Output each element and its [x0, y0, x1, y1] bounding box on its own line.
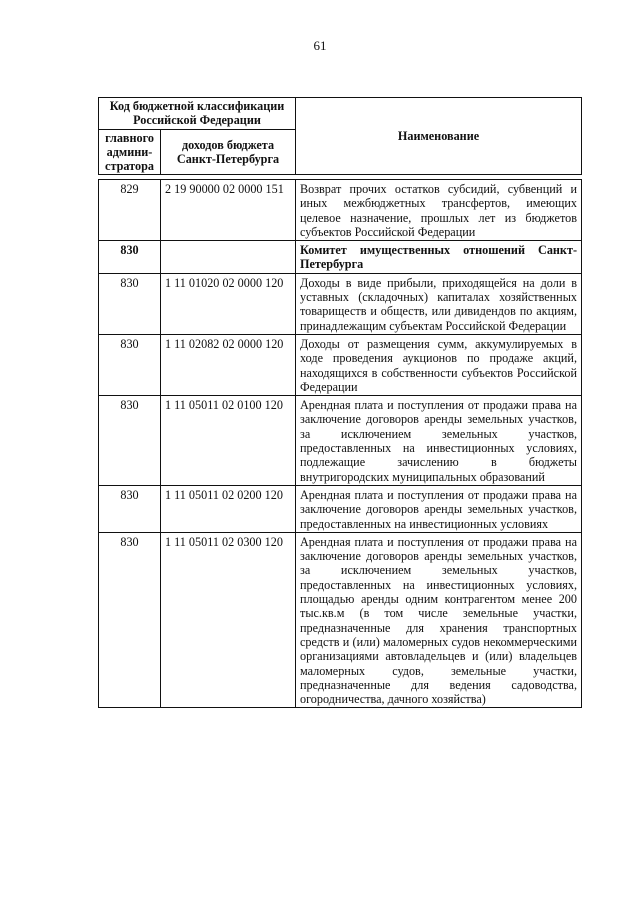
- header-group-title: Код бюджетной классификации Российской Федерации: [99, 98, 296, 130]
- section-heading-cell: Комитет имущественных отношений Санкт-Петербурга: [296, 241, 582, 274]
- table-row: [99, 485, 582, 532]
- revenue-code-cell: [161, 241, 296, 274]
- admin-code-cell: 830: [99, 334, 161, 395]
- table-row: [99, 273, 582, 334]
- header-admin-column: главного админи-стратора: [99, 129, 161, 175]
- name-cell: Арендная плата и поступления от продажи права на заключение договоров аренды земельных участков, за исключением земельных участков, предоставленных на инвестиционных условиях, площадью аренды одним контрагентом менее 200 тыс.кв.м (в том числе земельные участки, предназначенные для хранения транспортных средств и (или) маломерных судов некоммерческими организациями автовладельцев и (или) владельцев маломерных судов, земельные участки, предназначенные для ведения садоводства, огородничества, дачного хозяйства): [296, 532, 582, 708]
- admin-code-cell: 830: [99, 273, 161, 334]
- table-row: [99, 396, 582, 486]
- table-row: [99, 180, 582, 241]
- table-row-section-heading: [99, 241, 582, 274]
- admin-code-cell: 830: [99, 396, 161, 486]
- revenue-code-cell: 1 11 01020 02 0000 120: [161, 273, 296, 334]
- header-name-column: Наименование: [296, 98, 582, 175]
- table-row: [99, 334, 582, 395]
- admin-code-cell: 829: [99, 180, 161, 241]
- name-cell: Арендная плата и поступления от продажи права на заключение договоров аренды земельных участков, предоставленных на инвестиционных условиях: [296, 485, 582, 532]
- name-cell: Арендная плата и поступления от продажи права на заключение договоров аренды земельных участков, за исключением земельных участков, предоставленных на инвестиционных условиях, подлежащие зачислению в бюджеты внутригородских муниципальных образований: [296, 396, 582, 486]
- name-cell: Доходы от размещения сумм, аккумулируемых в ходе проведения аукционов по продаже акций, находящихся в собственности субъектов Российской Федерации: [296, 334, 582, 395]
- revenue-code-cell: 1 11 02082 02 0000 120: [161, 334, 296, 395]
- header-code-column: доходов бюджета Санкт-Петербурга: [161, 129, 296, 175]
- name-cell: Возврат прочих остатков субсидий, субвенций и иных межбюджетных трансфертов, имеющих целевое назначение, прошлых лет из бюджетов субъектов Российской Федерации: [296, 180, 582, 241]
- admin-code-cell: 830: [99, 485, 161, 532]
- page-number: 61: [313, 38, 327, 53]
- classification-table: [98, 179, 582, 708]
- table-row: [99, 532, 582, 708]
- name-cell: Доходы в виде прибыли, приходящейся на доли в уставных (складочных) капиталах хозяйственных товариществ и обществ, или дивидендов по акциям, принадлежащим субъектам Российской Федерации: [296, 273, 582, 334]
- revenue-code-cell: 1 11 05011 02 0200 120: [161, 485, 296, 532]
- table-header: [98, 97, 582, 175]
- revenue-code-cell: 1 11 05011 02 0100 120: [161, 396, 296, 486]
- admin-code-cell: 830: [99, 532, 161, 708]
- admin-code-cell: 830: [99, 241, 161, 274]
- revenue-code-cell: 1 11 05011 02 0300 120: [161, 532, 296, 708]
- revenue-code-cell: 2 19 90000 02 0000 151: [161, 180, 296, 241]
